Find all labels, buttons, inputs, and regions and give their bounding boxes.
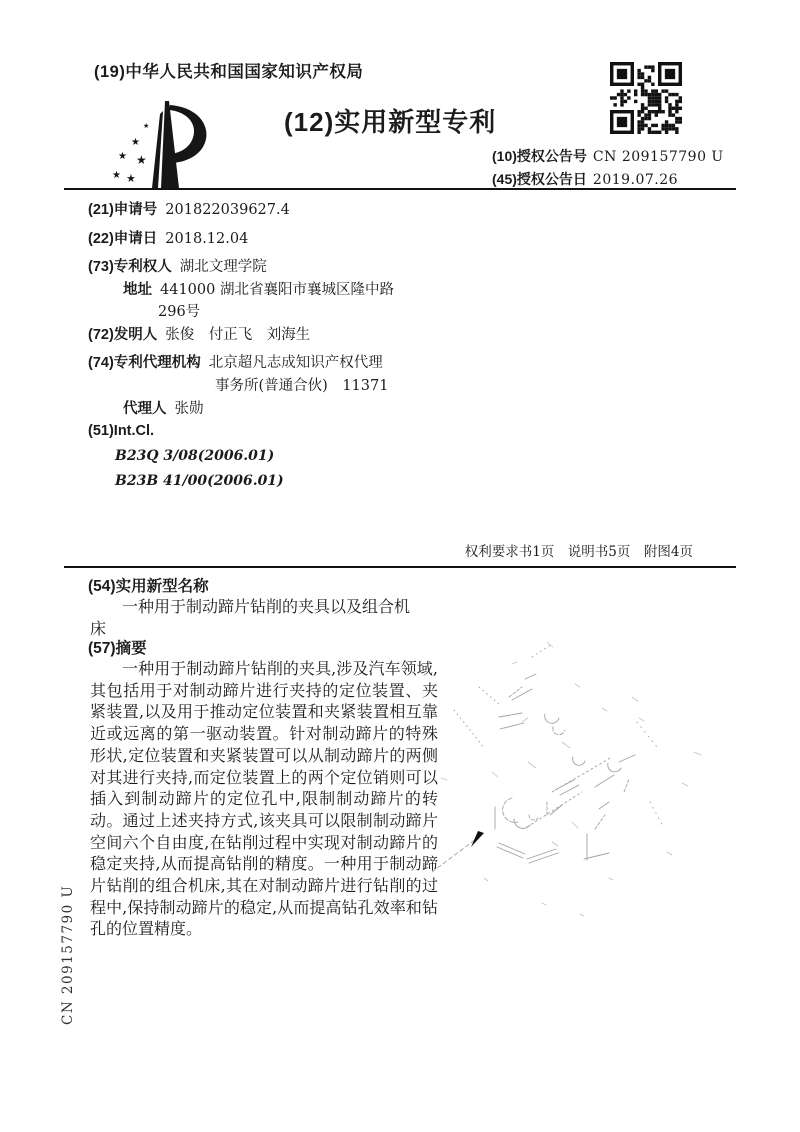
application-date-label: (22)申请日 (88, 231, 158, 247)
application-date-row (88, 227, 248, 248)
application-date-value: 2018.12.04 (165, 231, 249, 247)
cnipa-logo-icon (110, 98, 228, 195)
side-publication-number: CN 209157790 U (60, 884, 76, 1025)
svg-text:★: ★ (136, 153, 147, 167)
int-cl-label: (51)Int.Cl. (88, 423, 155, 439)
agent-label: 代理人 (123, 401, 167, 417)
address-row (123, 278, 394, 299)
publication-date-value: 2019.07.26 (592, 172, 679, 188)
publication-number-value: CN 209157790 U (592, 149, 724, 165)
inventors-label: (72)发明人 (88, 327, 158, 343)
figure-arrow-icon (471, 831, 484, 847)
address-value-line2: 296号 (158, 304, 201, 320)
header-divider (64, 188, 736, 190)
patentee-label: (73)专利权人 (88, 259, 172, 275)
abstract-section-label: (57)摘要 (88, 640, 147, 657)
title-section-label: (54)实用新型名称 (88, 578, 209, 595)
agency-row (88, 351, 383, 372)
publication-number-label: (10)授权公告号 (492, 148, 587, 164)
abstract-text: 一种用于制动蹄片钻削的夹具,涉及汽车领域,其包括用于对制动蹄片进行夹持的定位装置、夹紧装置,以及用于推动定位装置和夹紧装置相互靠近或远离的第一驱动装置。针对制动蹄片的特殊形状,定位装置和夹紧装置可以从制动蹄片的两侧对其进行夹持,而定位装置上的两个定位销则可以插入到制动蹄片的定位孔中,限制制动蹄片的转动。通过上述夹持方式,该夹具可以限制制动蹄片空间六个自由度,在钻削过程中实现对制动蹄片的稳定夹持,从而提高钻削的精度。一种用于制动蹄片钻削的组合机床,其在对制动蹄片进行钻削的过程中,保持制动蹄片的稳定,从而提高钻孔效率和钻孔的位置精度。 (90, 659, 438, 939)
section-divider (64, 566, 736, 568)
pages-info: 权利要求书1页 说明书5页 附图4页 (464, 544, 693, 560)
svg-text:★: ★ (118, 151, 127, 162)
invention-title-line2: 床 (90, 619, 107, 638)
svg-text:★: ★ (126, 172, 136, 185)
application-number-label: (21)申请号 (88, 202, 158, 218)
address-label: 地址 (123, 282, 152, 298)
svg-text:★: ★ (112, 170, 121, 181)
qr-code-icon (610, 62, 682, 134)
agency-value-line2: 事务所(普通合伙) 11371 (215, 378, 389, 394)
address-value-line1: 441000 湖北省襄阳市襄城区隆中路 (160, 282, 394, 298)
ipc-class-1: B23Q 3/08(2006.01) (115, 448, 275, 464)
publication-number-row (492, 146, 724, 166)
svg-text:★: ★ (143, 122, 150, 130)
document-type-title: (12)实用新型专利 (284, 107, 497, 137)
publication-date-row (492, 169, 678, 189)
patentee-row (88, 255, 267, 276)
ipc-class-2: B23B 41/00(2006.01) (115, 473, 284, 489)
svg-text:★: ★ (131, 137, 140, 148)
agent-row (123, 397, 204, 418)
abstract-figure-drawing (432, 602, 758, 932)
issuing-office: (19)中华人民共和国国家知识产权局 (94, 63, 364, 81)
invention-title-line1: 一种用于制动蹄片钻削的夹具以及组合机 (122, 597, 411, 616)
agent-value: 张勋 (174, 401, 204, 417)
inventors-value: 张俊 付正飞 刘海生 (165, 327, 311, 343)
application-number-row (88, 198, 290, 219)
application-number-value: 201822039627.4 (165, 202, 290, 218)
agency-label: (74)专利代理机构 (88, 355, 201, 371)
publication-date-label: (45)授权公告日 (492, 171, 587, 187)
inventors-row (88, 323, 310, 344)
agency-value-line1: 北京超凡志成知识产权代理 (208, 355, 383, 371)
patentee-value: 湖北文理学院 (179, 259, 267, 275)
